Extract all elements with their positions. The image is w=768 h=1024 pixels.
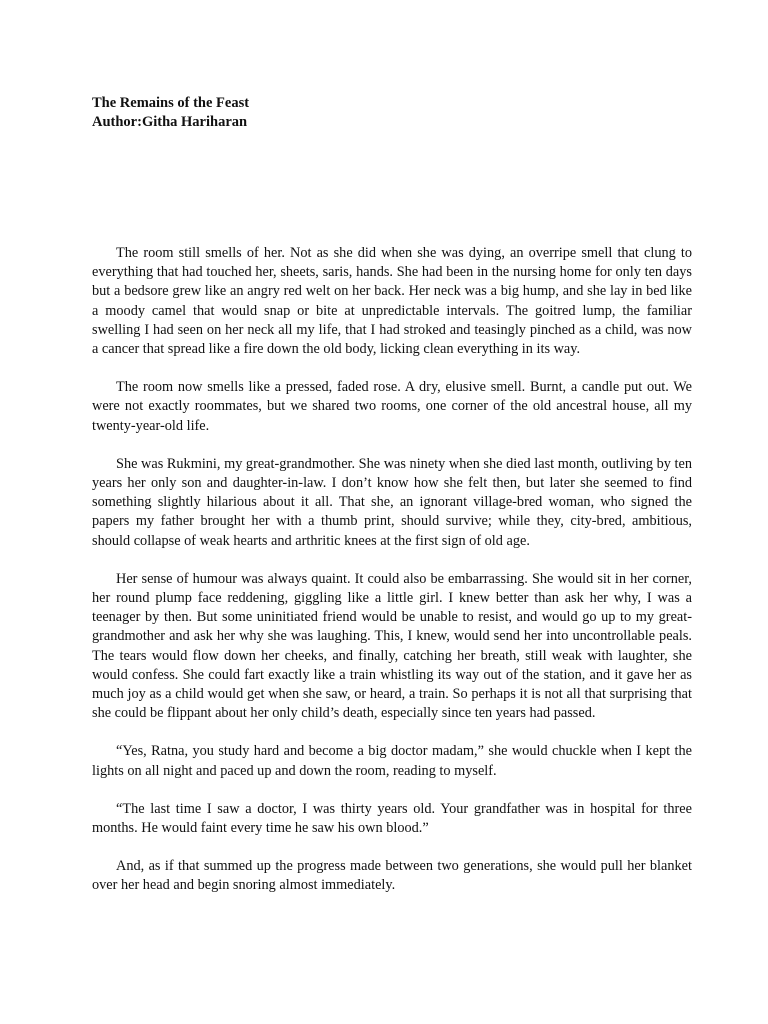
document-title: The Remains of the Feast bbox=[92, 95, 250, 111]
paragraph: And, as if that summed up the progress made between two generations, she would pull her blanket over her head and begin snoring almost immediately. bbox=[92, 858, 692, 894]
paragraph: She was Rukmini, my great-grandmother. She was ninety when she died last month, outliving by ten years her only son and daughter-in-law. I don’t know how she felt then, but later she seemed to find something slightly hilarious about it all. That she, an ignorant village-bred woman, who signed the papers my father brought her with a thumb print, should survive; while they, city-bred, ambitious, should collapse of weak hearts and arthritic knees at the first sign of old age. bbox=[92, 455, 692, 549]
story-body bbox=[92, 244, 692, 915]
paragraph: The room still smells of her. Not as she did when she was dying, an overripe smell that clung to everything that had touched her, sheets, saris, hands. She had been in the nursing home for only ten days but a bedsore grew like an angry red welt on her back. Her neck was a big hump, and she lay in bed like a moody camel that would snap or bite at unpredictable intervals. The goitred lump, the familiar swelling I had seen on her neck all my life, that I had stroked and teasingly pinched as a child, was now a cancer that spread like a fire down the old body, licking clean everything in its way. bbox=[92, 245, 692, 358]
author-line: Author:Githa Hariharan bbox=[92, 114, 248, 130]
paragraph: “Yes, Ratna, you study hard and become a big doctor madam,” she would chuckle when I kept the lights on all night and paced up and down the room, reading to myself. bbox=[92, 743, 692, 779]
paragraph: “The last time I saw a doctor, I was thirty years old. Your grandfather was in hospital for three months. He would faint every time he saw his own blood.” bbox=[92, 800, 692, 837]
paragraph: The room now smells like a pressed, faded rose. A dry, elusive smell. Burnt, a candle put out. We were not exactly roommates, but we shared two rooms, one corner of the old ancestral house, all my twenty-year-old life. bbox=[92, 379, 692, 434]
document-heading bbox=[92, 94, 249, 132]
paragraph: Her sense of humour was always quaint. It could also be embarrassing. She would sit in her corner, her round plump face reddening, giggling like a little girl. I knew better than ask her why, I was a teenager by then. But some uninitiated friend would be unable to resist, and would go up to my great-grandmother and ask her why she was laughing. This, I knew, would send her into uncontrollable peals. The tears would flow down her cheeks, and finally, catching her breath, still weak with laughter, she would confess. She could fart exactly like a train whistling its way out of the station, and it gave her as much joy as a child would get when she saw, or heard, a train. So perhaps it is not all that surprising that she could be flippant about her only child’s death, especially since ten years had passed. bbox=[92, 570, 692, 722]
